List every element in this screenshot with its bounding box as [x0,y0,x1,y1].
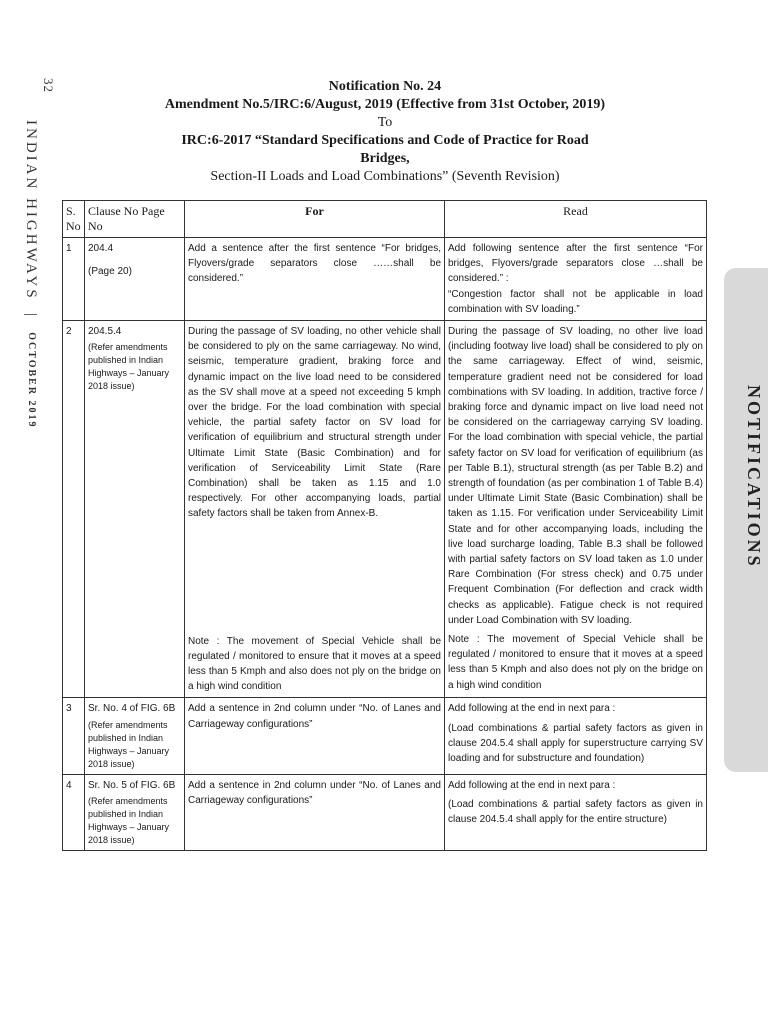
row-sno: 1 [63,238,85,321]
table-row [63,774,707,850]
clause-number: Sr. No. 5 of FIG. 6B [88,779,176,791]
table-row [63,238,707,321]
amendment-line: Amendment No.5/IRC:6/August, 2019 (Effective from 31st October, 2019) [164,97,606,112]
clause-number: Sr. No. 4 of FIG. 6B [88,703,176,715]
to-line: To [377,115,393,130]
separator: | [23,313,39,320]
header-for: For [185,201,445,238]
section-tab-label: NOTIFICATIONS [744,385,764,569]
magazine-name: INDIAN HIGHWAYS [23,120,39,301]
row-for: Add a sentence in 2nd column under “No. of Lanes and Carriageway configurations” [185,698,445,774]
magazine-title [22,120,39,429]
header-clause: Clause No Page No [85,201,185,238]
amendment-table [62,200,707,851]
row-for: Add a sentence after the first sentence “For bridges, Flyovers/grade separators close ……shall be considered.” [185,238,445,321]
read-text: During the passage of SV loading, no other live load (including footway live load) shall be considered to ply on the same carriageway. Effect of wind, seismic, temperature gradient need not be considered for load combinations with SV loading. In addition, tractive force / braking force and dynamic impact on live load need not be considered on the carriageway carrying SV loading. For the load combination with special vehicle, the partial safety factor on SV load for verification of equilibrium (as per Table B.1), structural strength (as per Table B.2) and strength of foundation (as per combination 1 of Table B.4) under Ultimate Limit State (Basic Combination) shall be taken as 1.15. For verification under Serviceability Limit State and for other accompanying loads, including the live load surcharge loading, Table B.3 shall be followed with partial safety factors on SV load taken as 1.0 under Rare Combination (For stress check) and 0.75 under Frequent Combination (For deflection and crack width checks as applicable). Fatigue check is not required under Load Combination with SV loading. [448,326,703,626]
read-text: Add following sentence after the first sentence “For bridges, Flyovers/grade separators close …shall be considered.” : [448,243,703,285]
table-header-row [63,201,707,238]
row-read [445,321,707,698]
row-read [445,698,707,774]
for-text: During the passage of SV loading, no other vehicle shall be considered to ply on the same carriageway. No wind, seismic, temperature gradient, braking force and dynamic impact on the live load need to be considered as the SV shall move at a speed not exceeding 5 kmph over the bridge. For the load combination with special vehicle, the partial safety factor on SV load for verification of equilibrium and structural strength under Ultimate Limit State (Basic Combination) and for verification of Serviceability Limit State (Rare Combination) shall be taken as 1.15 and 1.0 respectively. For other accompanying loads, partial safety factors shall be taken from Annex-B. [188,326,441,520]
side-running-head [22,78,57,429]
row-read [445,774,707,850]
notification-header [160,78,610,186]
row-sno: 3 [63,698,85,774]
issue-month: OCTOBER 2019 [26,332,37,429]
read-text-2: “Congestion factor shall not be applicable in load combination with SV loading.” [448,288,703,315]
header-sno: S. No [63,201,85,238]
read-note: Note : The movement of Special Vehicle shall be regulated / monitored to ensure that it moves at a speed less than 5 Kmph and also does not ply on the bridge on a high wind condition [448,634,703,691]
clause-note: (Refer amendments published in Indian Highways – January 2018 issue) [88,719,170,769]
clause-number: 204.5.4 [88,326,122,338]
clause-page: (Page 20) [88,266,132,278]
header-read: Read [445,201,707,238]
clause-note: (Refer amendments published in Indian Highways – January 2018 issue) [88,342,170,392]
row-clause [85,774,185,850]
read-text-2: (Load combinations & partial safety factors as given in clause 204.5.4 shall apply for superstructure carrying SV loading and for substructure and foundation) [448,722,703,765]
row-for: Add a sentence in 2nd column under “No. of Lanes and Carriageway configurations” [185,774,445,850]
row-clause [85,698,185,774]
page-number: 32 [41,78,56,93]
notification-number: Notification No. 24 [328,79,442,94]
row-sno: 2 [63,321,85,698]
read-text: Add following at the end in next para : [448,703,616,715]
table-row [63,698,707,774]
standard-title: IRC:6-2017 “Standard Specifications and Code of Practice for Road Bridges, [181,133,589,166]
row-read [445,238,707,321]
row-sno: 4 [63,774,85,850]
clause-note: (Refer amendments published in Indian Highways – January 2018 issue) [88,795,170,845]
clause-number: 204.4 [88,243,114,254]
read-text: Add following at the end in next para : [448,779,616,791]
row-for [185,321,445,698]
table-row [63,321,707,698]
read-text-2: (Load combinations & partial safety factors as given in clause 204.5.4 shall apply for the entire structure) [448,798,703,826]
row-clause [85,238,185,321]
row-clause [85,321,185,698]
section-title: Section-II Loads and Load Combinations” (Seventh Revision) [210,169,560,184]
for-note: Note : The movement of Special Vehicle shall be regulated / monitored to ensure that it moves at a speed less than 5 Kmph and also does not ply on the bridge on a high wind condition [188,635,441,693]
